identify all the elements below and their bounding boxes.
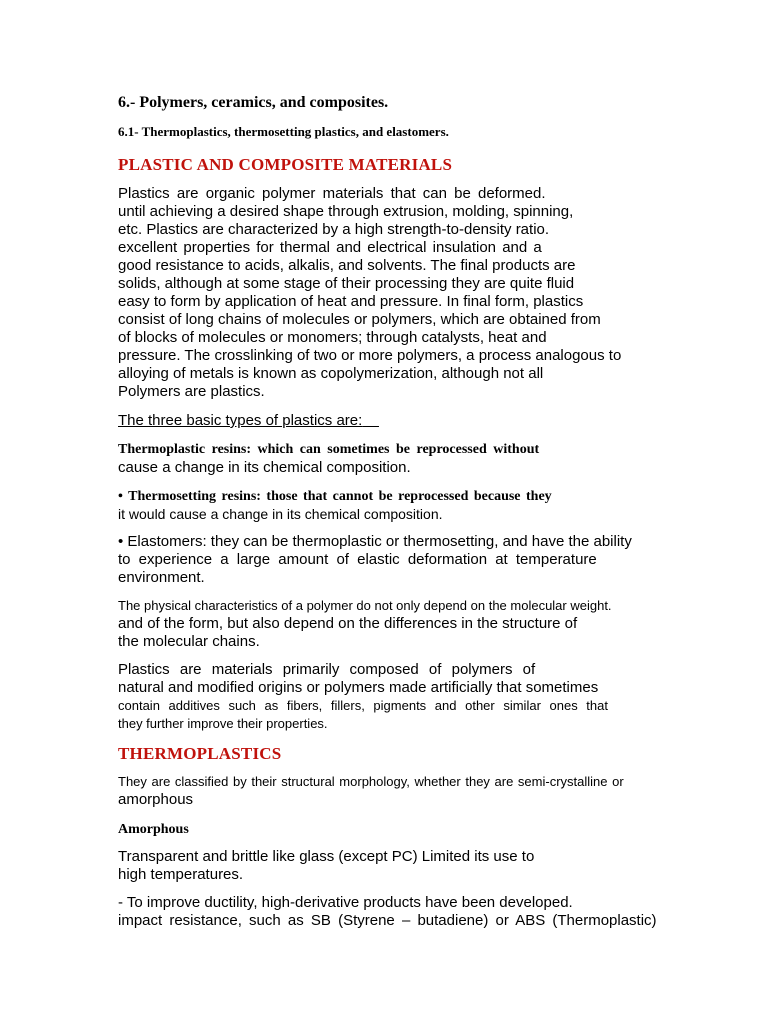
- subsection-title-amorphous: Amorphous: [118, 822, 189, 837]
- paragraph-physical-characteristics: [118, 597, 670, 651]
- paragraph-classified: [118, 773, 670, 809]
- text-line: contain additives such as fibers, fillers, pigments and other similar ones that: [118, 698, 608, 713]
- section-title-plastic-composite: PLASTIC AND COMPOSITE MATERIALS: [118, 155, 453, 174]
- text-line: until achieving a desired shape through extrusion, molding, spinning,: [118, 203, 574, 220]
- types-intro-text: The three basic types of plastics are:: [118, 412, 363, 429]
- thermosetting-resins-term: • Thermosetting resins: those that cannot be reprocessed because they: [118, 489, 552, 504]
- types-intro: [118, 412, 670, 430]
- text-line: Transparent and brittle like glass (except PC) Limited its use to: [118, 848, 535, 865]
- text-line: good resistance to acids, alkalis, and solvents. The final products are: [118, 257, 576, 274]
- thermosetting-resins-text: it would cause a change in its chemical composition.: [118, 506, 443, 522]
- thermoplastic-resins-text: cause a change in its chemical composition.: [118, 459, 411, 476]
- text-line: etc. Plastics are characterized by a high strength-to-density ratio.: [118, 221, 550, 238]
- text-line: pressure. The crosslinking of two or more polymers, a process analogous to: [118, 347, 622, 364]
- text-line: They are classified by their structural morphology, whether they are semi-crystalline or: [118, 774, 624, 789]
- text-line: to experience a large amount of elastic deformation at temperature: [118, 551, 597, 568]
- text-line: impact resistance, such as SB (Styrene – butadiene) or ABS (Thermoplastic): [118, 912, 657, 929]
- item-thermoplastic-resins: [118, 441, 670, 477]
- text-line: easy to form by application of heat and pressure. In final form, plastics: [118, 293, 584, 310]
- text-line: • Elastomers: they can be thermoplastic or thermosetting, and have the ability: [118, 533, 632, 550]
- text-line: solids, although at some stage of their processing they are quite fluid: [118, 275, 575, 292]
- text-line: they further improve their properties.: [118, 716, 328, 731]
- text-line: amorphous: [118, 791, 194, 808]
- chapter-heading: 6.- Polymers, ceramics, and composites.: [118, 94, 389, 111]
- text-line: the molecular chains.: [118, 633, 260, 650]
- text-line: natural and modified origins or polymers made artificially that sometimes: [118, 679, 599, 696]
- text-line: alloying of metals is known as copolymerization, although not all: [118, 365, 544, 382]
- text-line: Polymers are plastics.: [118, 383, 265, 400]
- paragraph-plastics-intro: [118, 185, 670, 401]
- item-elastomers: [118, 533, 670, 587]
- text-line: of blocks of molecules or monomers; through catalysts, heat and: [118, 329, 547, 346]
- text-line: Plastics are organic polymer materials that can be deformed.: [118, 185, 546, 202]
- paragraph-ductility: [118, 894, 670, 930]
- text-line: high temperatures.: [118, 866, 244, 883]
- text-line: - To improve ductility, high-derivative products have been developed.: [118, 894, 573, 911]
- paragraph-plastics-materials: [118, 661, 670, 732]
- text-line: excellent properties for thermal and electrical insulation and a: [118, 239, 542, 256]
- section-title-thermoplastics: THERMOPLASTICS: [118, 744, 282, 763]
- text-line: and of the form, but also depend on the differences in the structure of: [118, 615, 578, 632]
- paragraph-transparent: [118, 848, 670, 884]
- underline-tail: [362, 412, 379, 429]
- thermoplastic-resins-term: Thermoplastic resins: which can sometimes be reprocessed without: [118, 442, 540, 457]
- item-thermosetting-resins: [118, 488, 670, 522]
- text-line: consist of long chains of molecules or polymers, which are obtained from: [118, 311, 601, 328]
- text-line: The physical characteristics of a polymer do not only depend on the molecular weight.: [118, 598, 612, 613]
- text-line: environment.: [118, 569, 205, 586]
- text-line: Plastics are materials primarily composed of polymers of: [118, 661, 536, 678]
- section-subheading: 6.1- Thermoplastics, thermosetting plastics, and elastomers.: [118, 124, 449, 139]
